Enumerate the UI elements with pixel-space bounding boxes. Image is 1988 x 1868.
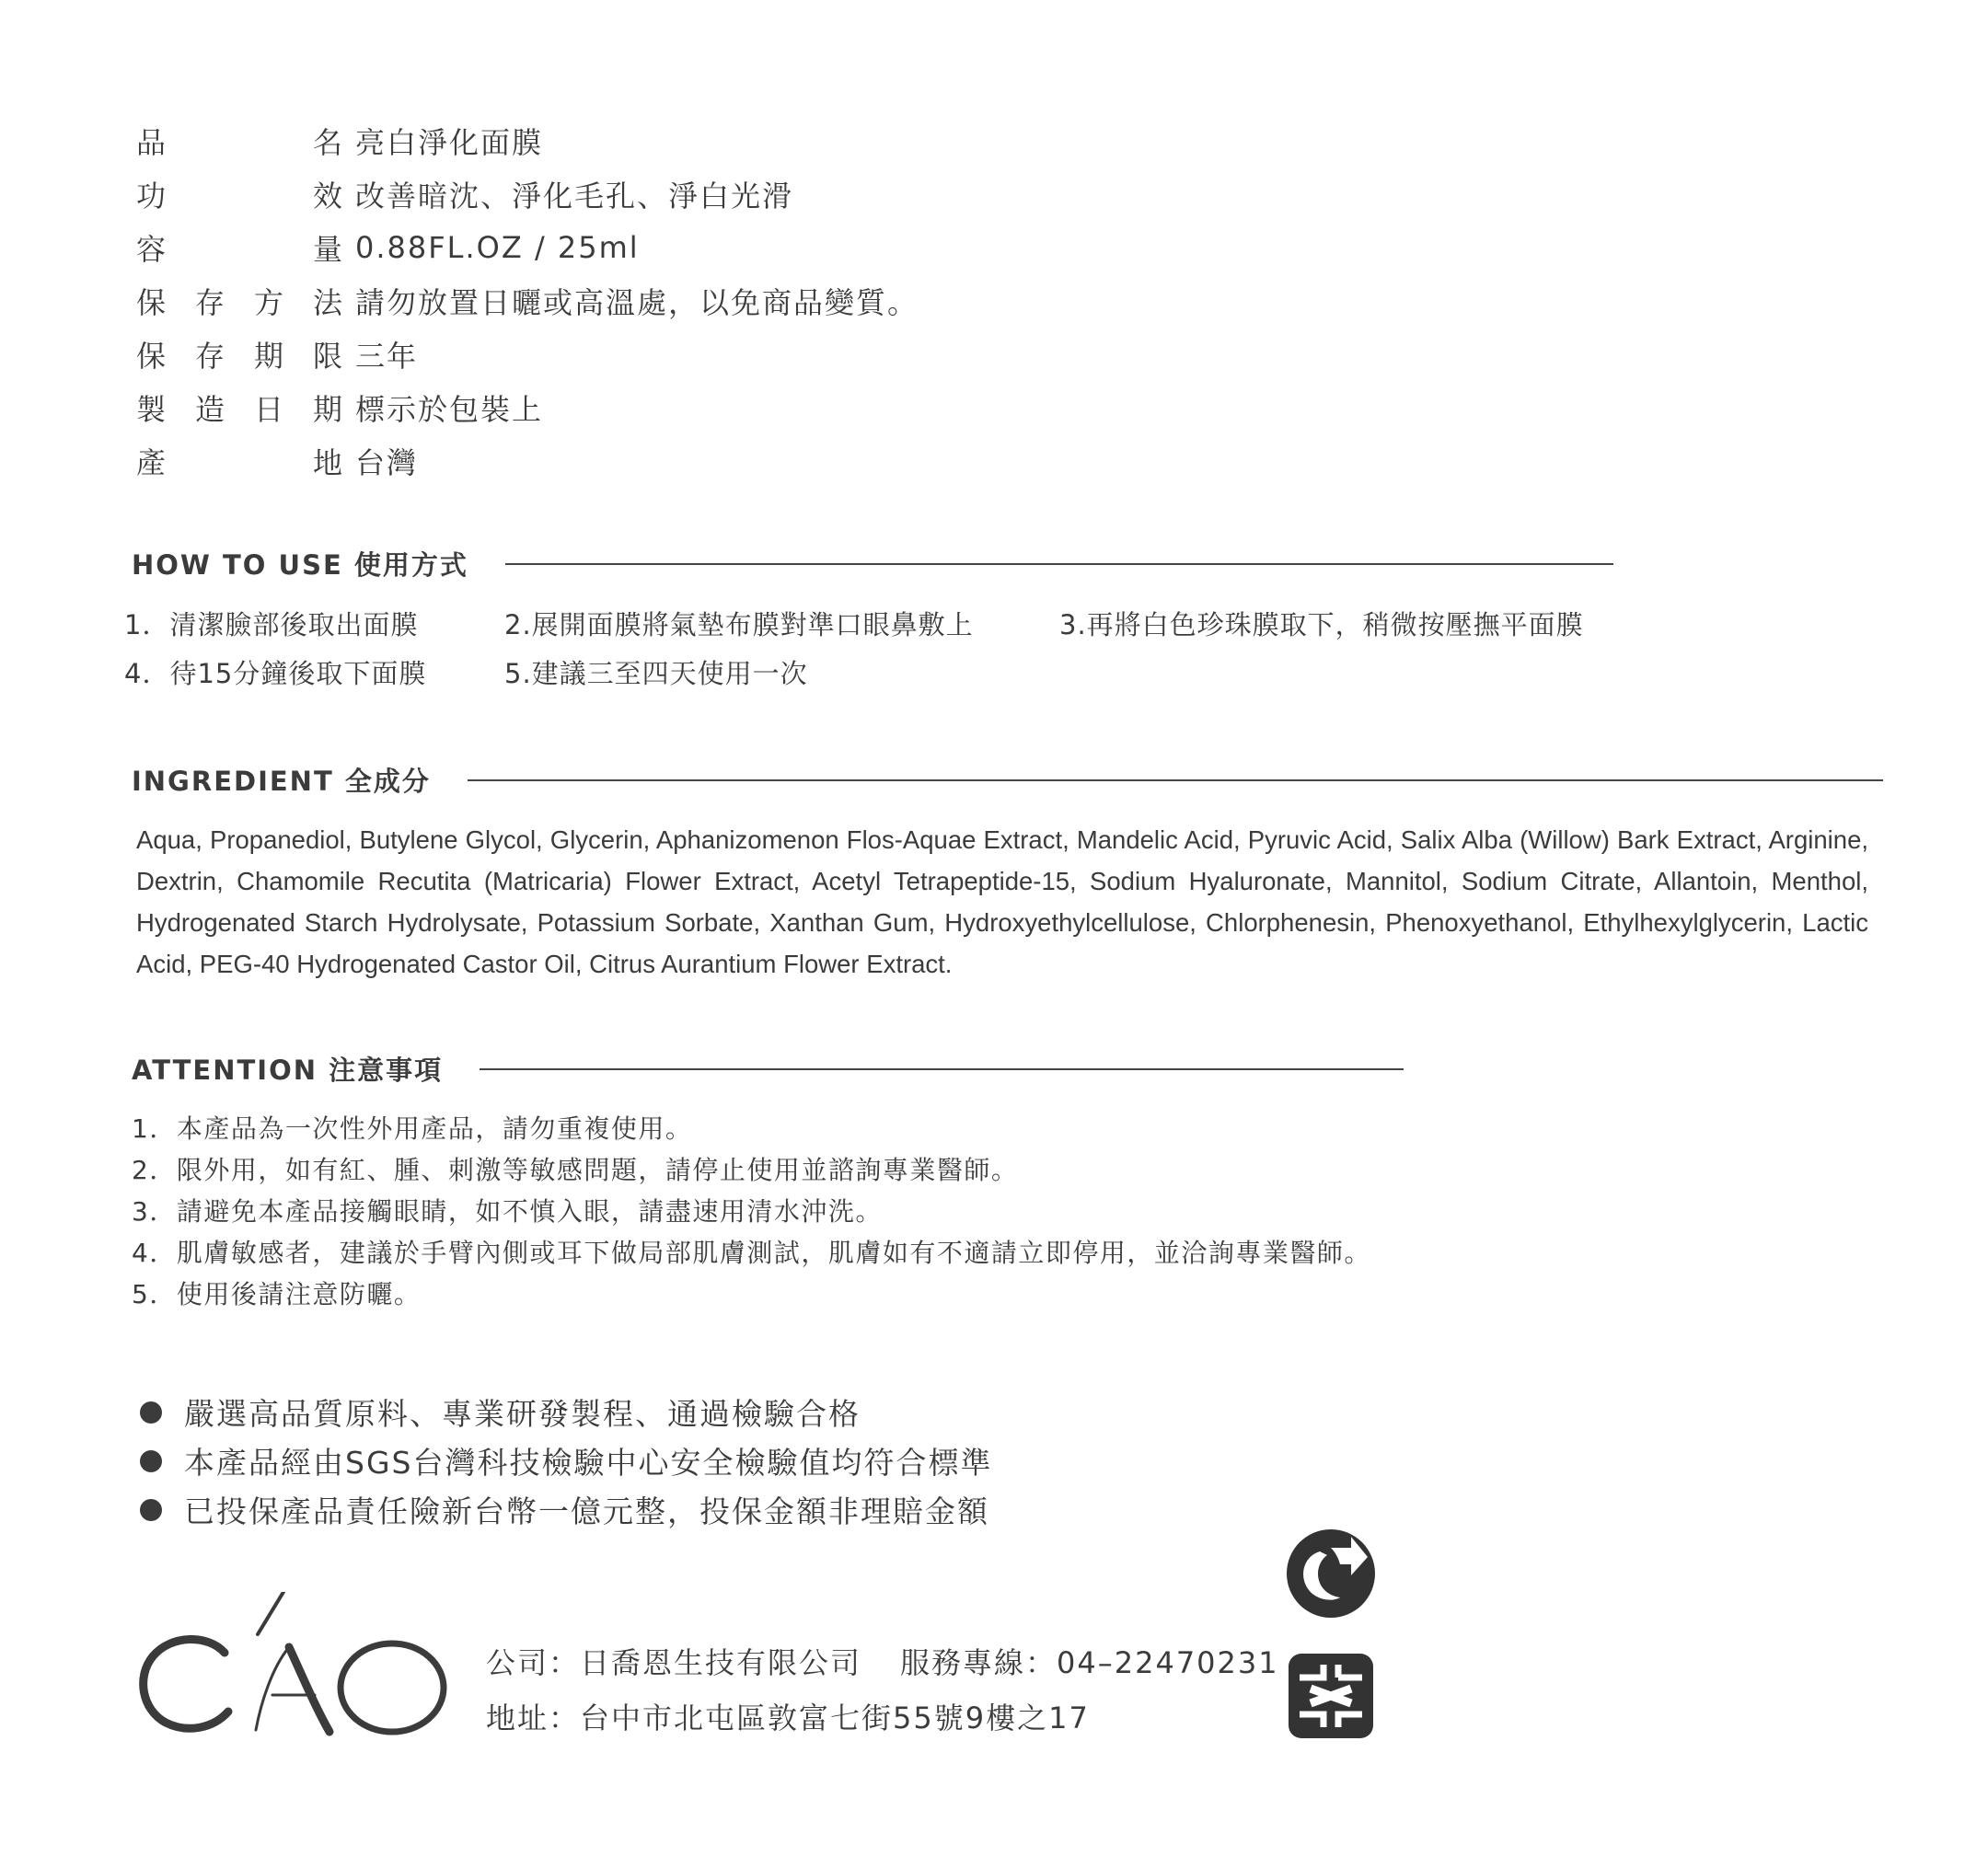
- spec-label: 產 地: [136, 445, 342, 480]
- how-to-use-heading: [132, 545, 1613, 582]
- attention-title: ATTENTION 注意事項: [132, 1055, 444, 1086]
- feature-text: 已投保產品責任險新台幣一億元整，投保金額非理賠金額: [184, 1493, 989, 1529]
- ingredient-heading: [132, 761, 1883, 799]
- feature-item: [136, 1388, 992, 1436]
- spec-label: 製 造 日 期: [136, 392, 342, 427]
- spec-value-shelf-life: 三年: [355, 339, 419, 374]
- attention-list: [132, 1108, 1371, 1315]
- spec-label: 品 名: [136, 125, 342, 160]
- product-spec-table: [136, 114, 919, 488]
- service-hotline: 服務專線：04–22470231: [900, 1645, 1279, 1680]
- spec-row-volume: [136, 221, 919, 274]
- spec-row-name: [136, 114, 919, 167]
- ciao-logo: [134, 1592, 457, 1743]
- spec-row-origin: [136, 434, 919, 488]
- attention-item: 5．使用後請注意防曬。: [132, 1279, 422, 1309]
- attention-heading: [132, 1050, 1404, 1088]
- spec-row-storage: [136, 274, 919, 328]
- spec-value-origin: 台灣: [355, 445, 419, 480]
- spec-value-volume: 0.88FL.OZ / 25ml: [355, 230, 640, 265]
- attention-item: 3．請避免本產品接觸眼睛，如不慎入眼，請盡速用清水沖洗。: [132, 1196, 883, 1227]
- attention-item: 2．限外用，如有紅、腫、刺激等敏感問題，請停止使用並諮詢專業醫師。: [132, 1155, 1019, 1185]
- section-divider: [468, 779, 1883, 781]
- feature-text: 本產品經由SGS台灣科技檢驗中心安全檢驗值均符合標準: [184, 1445, 993, 1481]
- spec-label: 保 存 期 限: [136, 339, 342, 374]
- bullet-icon: [140, 1499, 162, 1521]
- recycle-icon: [1285, 1650, 1377, 1746]
- spec-row-shelf-life: [136, 328, 919, 381]
- bullet-icon: [140, 1401, 162, 1424]
- feature-list: [136, 1388, 992, 1534]
- section-divider: [480, 1068, 1404, 1070]
- step-item: 1．清潔臉部後取出面膜: [124, 609, 419, 640]
- green-dot-icon: [1285, 1528, 1377, 1623]
- company-address: 地址：台中市北屯區敦富七街55號9樓之17: [486, 1701, 1090, 1735]
- contact-line-1: [486, 1635, 1279, 1690]
- feature-text: 嚴選高品質原料、專業研發製程、通過檢驗合格: [184, 1396, 861, 1432]
- spec-value-effect: 改善暗沈、淨化毛孔、淨白光滑: [355, 179, 794, 213]
- spec-label: 功 效: [136, 179, 342, 213]
- company-contact: [486, 1635, 1279, 1746]
- bullet-icon: [140, 1450, 162, 1472]
- spec-row-manufacture-date: [136, 381, 919, 434]
- ingredient-list: Aqua, Propanediol, Butylene Glycol, Glycerin, Aphanizomenon Flos-Aquae Extract, Mandelic Acid, Pyruvic Acid, Salix Alba (Willow) Bark Extract, Arginine, Dextrin, Chamomile Recutita (Matricaria) Flower Extract, Acetyl Tetrapeptide-15, Sodium Hyaluronate, Mannitol, Sodium Citrate, Allantoin, Menthol, Hydrogenated Starch Hydrolysate, Potassium Sorbate, Xanthan Gum, Hydroxyethylcellulose, Chlorphenesin, Phenoxyethanol, Ethylhexylglycerin, Lactic Acid, PEG-40 Hydrogenated Castor Oil, Citrus Aurantium Flower Extract.: [136, 825, 1868, 978]
- attention-item: 1．本產品為一次性外用產品，請勿重複使用。: [132, 1113, 693, 1144]
- step-item: 4．待15分鐘後取下面膜: [124, 658, 427, 689]
- spec-value-storage: 請勿放置日曬或高溫處，以免商品變質。: [355, 285, 919, 320]
- step-item: 3.再將白色珍珠膜取下，稍微按壓撫平面膜: [1059, 609, 1584, 640]
- feature-item: [136, 1436, 992, 1485]
- step-item: 2.展開面膜將氣墊布膜對準口眼鼻敷上: [504, 609, 974, 640]
- spec-label: 容 量: [136, 232, 342, 267]
- spec-label: 保 存 方 法: [136, 285, 342, 320]
- company-name: 公司：日喬恩生技有限公司: [486, 1645, 862, 1680]
- spec-value-name: 亮白淨化面膜: [355, 125, 544, 160]
- ingredient-title: INGREDIENT 全成分: [132, 766, 431, 797]
- spec-value-manufacture-date: 標示於包裝上: [355, 392, 544, 427]
- feature-item: [136, 1485, 992, 1534]
- spec-row-effect: [136, 167, 919, 221]
- how-to-use-title: HOW TO USE 使用方式: [132, 549, 468, 581]
- step-item: 5.建議三至四天使用一次: [504, 658, 808, 689]
- attention-item: 4．肌膚敏感者，建議於手臂內側或耳下做局部肌膚測試，肌膚如有不適請立即停用，並洽詢專業醫師。: [132, 1238, 1371, 1268]
- section-divider: [505, 563, 1613, 565]
- ciao-logo-icon: [134, 1592, 457, 1739]
